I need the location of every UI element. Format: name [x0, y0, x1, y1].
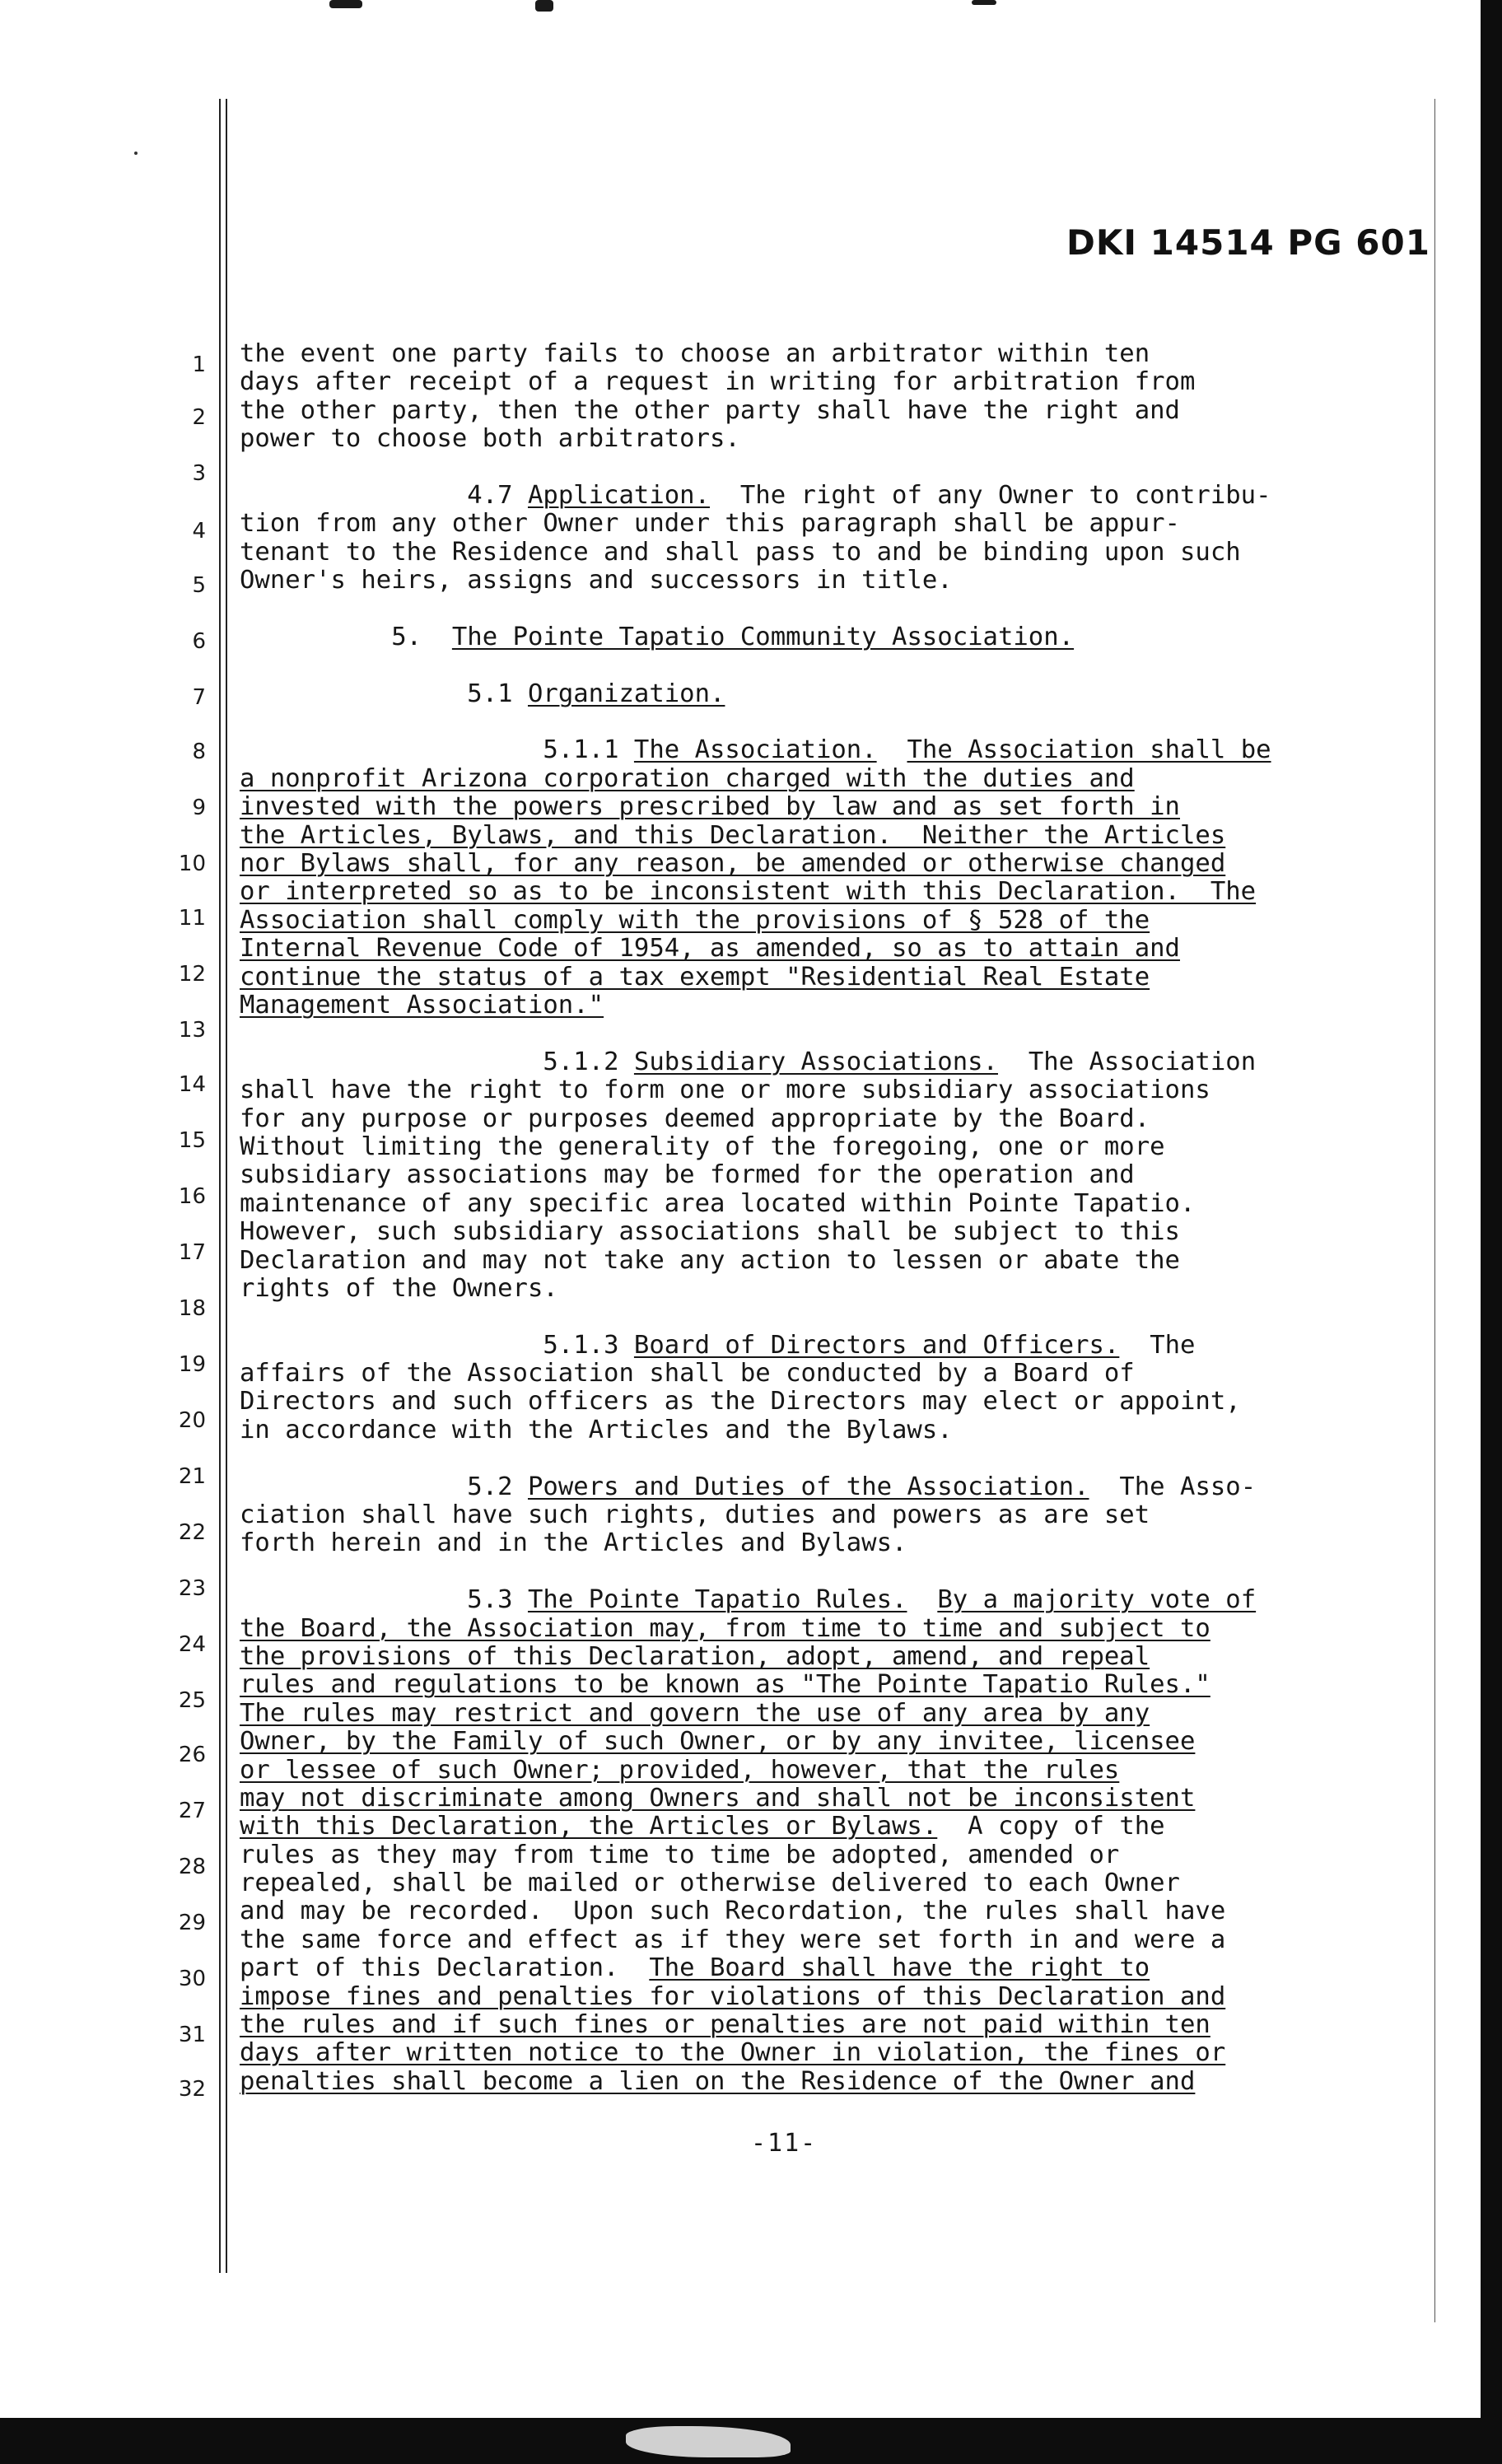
text-span: The Board shall have the right to — [649, 1953, 1150, 1983]
text-line: the same force and effect as if they were set forth in and were a — [240, 1925, 1226, 1954]
section-5-1-heading-line — [240, 680, 1409, 708]
margin-rule-left-inner — [226, 99, 227, 2273]
line-number: 1 — [192, 352, 206, 377]
text-line: Without limiting the generality of the foregoing, one or more — [240, 1132, 1165, 1161]
text-line: or interpreted so as to be inconsistent with this Declaration. The — [240, 877, 1257, 907]
line-number: 8 — [192, 740, 206, 764]
scan-mark — [535, 0, 553, 12]
text-line: the other party, then the other party shall have the right and — [240, 395, 1180, 425]
text-line: shall have the right to form one or more subsidiary associations — [240, 1076, 1210, 1105]
page-number: -11- — [751, 2129, 818, 2158]
line-number: 19 — [178, 1352, 206, 1377]
section-heading: Subsidiary Associations. — [633, 1047, 998, 1076]
text-line: days after written notice to the Owner in violation, the fines or — [240, 2038, 1226, 2068]
line-number: 31 — [178, 2023, 206, 2047]
line-number: 32 — [178, 2077, 206, 2102]
line-number: 7 — [192, 685, 206, 710]
text-line: Directors and such officers as the Directors may elect or appoint, — [240, 1387, 1241, 1416]
text-line: The — [1150, 1330, 1196, 1360]
section-heading: Application. — [527, 480, 711, 510]
section-5-1-2-line — [240, 1048, 1409, 1076]
text-line: Owner's heirs, assigns and successors in title. — [240, 566, 953, 595]
text-line: the Board, the Association may, from time to time and subject to — [240, 1613, 1210, 1643]
text-line: impose fines and penalties for violations of this Declaration and — [240, 1981, 1226, 2011]
section-5-heading-line — [240, 623, 1409, 651]
line-number: 24 — [178, 1632, 206, 1657]
section-heading: Powers and Duties of the Association. — [527, 1472, 1089, 1501]
section-number: 5.1.2 — [543, 1047, 619, 1076]
text-line: Owner, by the Family of such Owner, or by any invitee, licensee — [240, 1727, 1196, 1757]
text-line: a nonprofit Arizona corporation charged with the duties and — [240, 763, 1135, 793]
scan-blot — [626, 2426, 791, 2457]
text-line-mixed — [240, 1813, 1409, 1841]
line-number: 14 — [178, 1072, 206, 1097]
text-line: the rules and if such fines or penalties are not paid within ten — [240, 2010, 1210, 2040]
line-number: 9 — [192, 796, 206, 820]
text-span: part of this Declaration. — [240, 1953, 619, 1983]
text-line: affairs of the Association shall be conducted by a Board of — [240, 1359, 1135, 1388]
line-number: 13 — [178, 1018, 206, 1043]
text-line: The Association — [1028, 1047, 1257, 1076]
scan-bottom-edge — [0, 2418, 1502, 2464]
section-4-7-line — [240, 482, 1409, 510]
section-number: 5.1.1 — [543, 735, 619, 765]
book-page-reference: DKI 14514 PG 601 — [1066, 222, 1430, 263]
line-number: 4 — [192, 519, 206, 544]
text-line: tenant to the Residence and shall pass to and be binding upon such — [240, 537, 1241, 567]
text-line: Management Association." — [240, 990, 604, 1020]
text-line: invested with the powers prescribed by law and as set forth in — [240, 792, 1180, 822]
text-line: rights of the Owners. — [240, 1273, 558, 1303]
line-number: 12 — [178, 962, 206, 987]
text-line: subsidiary associations may be formed for the operation and — [240, 1160, 1135, 1190]
text-line: tion from any other Owner under this paragraph shall be appur- — [240, 509, 1180, 539]
line-number: 10 — [178, 852, 206, 876]
line-number: 11 — [178, 906, 206, 931]
line-number: 3 — [192, 461, 206, 486]
text-span: with this Declaration, the Articles or Bylaws. — [240, 1812, 938, 1841]
line-number: 20 — [178, 1408, 206, 1433]
line-number: 28 — [178, 1855, 206, 1879]
text-line: the Articles, Bylaws, and this Declaration. Neither the Articles — [240, 820, 1226, 850]
text-line: Association shall comply with the provisions of § 528 of the — [240, 905, 1150, 935]
text-line: maintenance of any specific area located within Pointe Tapatio. — [240, 1188, 1196, 1218]
text-line: The Asso- — [1119, 1472, 1257, 1501]
line-number: 26 — [178, 1743, 206, 1767]
text-line: for any purpose or purposes deemed appropriate by the Board. — [240, 1104, 1150, 1133]
line-number: 17 — [178, 1240, 206, 1265]
margin-rule-right — [1434, 99, 1435, 2322]
line-number: 22 — [178, 1520, 206, 1545]
section-5-3-line — [240, 1586, 1409, 1614]
text-line-mixed — [240, 1954, 1409, 1982]
text-line: Internal Revenue Code of 1954, as amended, so as to attain and — [240, 934, 1180, 964]
text-line: The right of any Owner to contribu- — [739, 480, 1271, 510]
line-number: 29 — [178, 1911, 206, 1935]
text-line: forth herein and in the Articles and Bylaws. — [240, 1528, 907, 1558]
line-number: 6 — [192, 629, 206, 654]
section-number: 5.2 — [467, 1472, 513, 1501]
section-heading: Organization. — [527, 679, 725, 708]
line-number: 15 — [178, 1128, 206, 1153]
line-number: 23 — [178, 1576, 206, 1601]
section-number: 5.3 — [467, 1585, 513, 1615]
text-line: Declaration and may not take any action to lessen or abate the — [240, 1245, 1180, 1275]
text-line: in accordance with the Articles and the Bylaws. — [240, 1415, 953, 1444]
section-number: 5.1 — [467, 679, 513, 708]
text-line: power to choose both arbitrators. — [240, 424, 740, 454]
text-line: or lessee of such Owner; provided, however, that the rules — [240, 1755, 1120, 1785]
scan-mark — [972, 0, 996, 5]
text-line: nor Bylaws shall, for any reason, be amended or otherwise changed — [240, 849, 1226, 879]
line-number: 27 — [178, 1799, 206, 1823]
line-number: 25 — [178, 1688, 206, 1713]
section-heading: The Pointe Tapatio Rules. — [527, 1585, 907, 1615]
text-line: continue the status of a tax exempt "Residential Real Estate — [240, 962, 1150, 992]
text-span: A copy of the — [968, 1812, 1165, 1841]
text-line: the provisions of this Declaration, adopt, amend, and repeal — [240, 1641, 1150, 1671]
scan-top-edge — [0, 0, 1502, 28]
line-number: 5 — [192, 573, 206, 598]
text-line: The rules may restrict and govern the use of any area by any — [240, 1698, 1150, 1728]
text-line: and may be recorded. Upon such Recordation, the rules shall have — [240, 1897, 1226, 1926]
stray-dot — [134, 152, 138, 155]
text-line: may not discriminate among Owners and shall not be inconsistent — [240, 1783, 1196, 1813]
section-heading: The Pointe Tapatio Community Association. — [451, 622, 1075, 651]
section-number: 4.7 — [467, 480, 513, 510]
section-number: 5. — [391, 622, 422, 651]
line-number: 2 — [192, 405, 206, 430]
text-line: However, such subsidiary associations shall be subject to this — [240, 1217, 1180, 1247]
text-line: the event one party fails to choose an arbitrator within ten — [240, 339, 1150, 368]
text-line: ciation shall have such rights, duties and powers as are set — [240, 1500, 1150, 1530]
document-body — [240, 340, 1409, 2096]
scan-right-edge — [1481, 0, 1502, 2464]
text-line: penalties shall become a lien on the Residence of the Owner and — [240, 2066, 1196, 2096]
text-line: repealed, shall be mailed or otherwise delivered to each Owner — [240, 1869, 1180, 1898]
section-number: 5.1.3 — [543, 1330, 619, 1360]
text-line: The Association shall be — [907, 735, 1271, 765]
margin-rule-left — [219, 99, 221, 2273]
section-heading: The Association. — [633, 735, 877, 765]
text-line: rules as they may from time to time be adopted, amended or — [240, 1840, 1120, 1869]
line-number: 30 — [178, 1967, 206, 1991]
section-heading: Board of Directors and Officers. — [633, 1330, 1120, 1360]
line-number: 21 — [178, 1464, 206, 1489]
section-5-1-3-line — [240, 1332, 1409, 1360]
scan-mark — [329, 0, 362, 8]
text-line: rules and regulations to be known as "The Pointe Tapatio Rules." — [240, 1670, 1210, 1700]
section-5-2-line — [240, 1473, 1409, 1501]
text-line: days after receipt of a request in writing for arbitration from — [240, 367, 1196, 397]
line-number: 18 — [178, 1296, 206, 1321]
section-5-1-1-line — [240, 736, 1409, 764]
line-number: 16 — [178, 1184, 206, 1209]
text-line: By a majority vote of — [937, 1585, 1257, 1615]
